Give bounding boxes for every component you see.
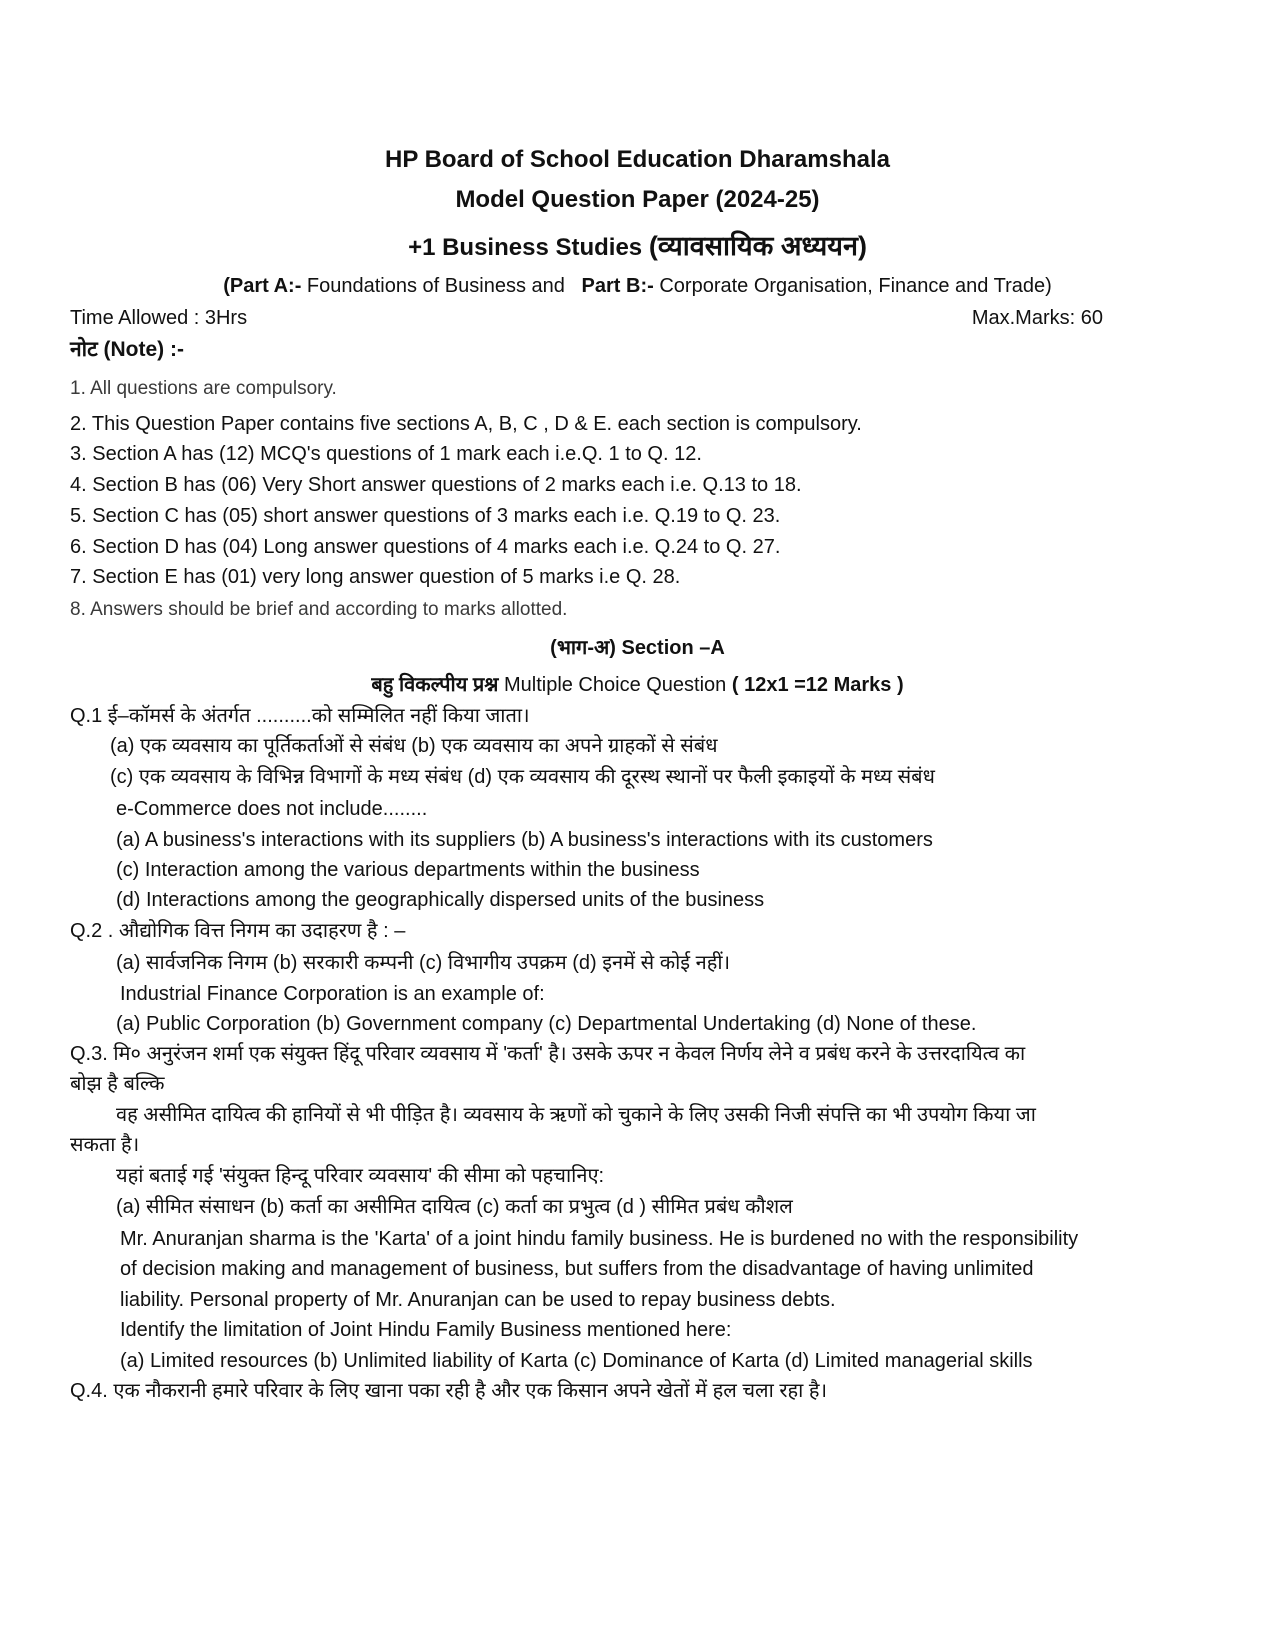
note-item: 6. Section D has (04) Long answer questions of 4 marks each i.e. Q.24 to Q. 27. xyxy=(70,536,781,558)
q3-hindi: यहां बताई गई 'संयुक्त हिन्दू परिवार व्यवसाय' की सीमा को पहचानिए: xyxy=(116,1165,605,1187)
q3-english: of decision making and management of business, but suffers from the disadvantage of having unlimited xyxy=(120,1258,1034,1280)
q3-hindi-options: (a) सीमित संसाधन (b) कर्ता का असीमित दायित्व (c) कर्ता का प्रभुत्व (d ) सीमित प्रबंध कौशल xyxy=(116,1196,793,1218)
q1-english-options: (d) Interactions among the geographically dispersed units of the business xyxy=(116,889,765,911)
q2-english-options: (a) Public Corporation (b) Government company (c) Departmental Undertaking (d) None of these. xyxy=(116,1013,977,1035)
q3-english-options: (a) Limited resources (b) Unlimited liability of Karta (c) Dominance of Karta (d) Limited managerial skills xyxy=(120,1350,1033,1372)
q3-hindi: बोझ है बल्कि xyxy=(70,1073,165,1095)
q3-hindi: Q.3. मि० अनुरंजन शर्मा एक संयुक्त हिंदू परिवार व्यवसाय में 'कर्ता' है। उसके ऊपर न केवल निर्णय लेने व प्रबंध करने के उत्तरदायित्व का xyxy=(70,1043,1026,1065)
board-title: HP Board of School Education Dharamshala xyxy=(385,146,890,173)
section-title: (भाग-अ) Section –A xyxy=(550,637,725,659)
q2-english: Industrial Finance Corporation is an example of: xyxy=(120,983,545,1005)
part-a-text: Foundations of Business and xyxy=(306,275,565,297)
q1-english-options: (c) Interaction among the various departments within the business xyxy=(116,859,700,881)
section-subtitle xyxy=(0,673,1275,697)
q4-hindi: Q.4. एक नौकरानी हमारे परिवार के लिए खाना पका रही है और एक किसान अपने खेतों में हल चला रहा है। xyxy=(70,1380,828,1402)
part-b-text: Corporate Organisation, Finance and Trade) xyxy=(659,275,1052,297)
note-title: नोट (Note) :- xyxy=(70,338,184,361)
q1-english-options: (a) A business's interactions with its suppliers (b) A business's interactions with its customers xyxy=(116,829,933,851)
paper-title: Model Question Paper (2024-25) xyxy=(455,186,820,213)
q2-hindi-options: (a) सार्वजनिक निगम (b) सरकारी कम्पनी (c) विभागीय उपक्रम (d) इनमें से कोई नहीं। xyxy=(116,952,731,974)
part-b-label: Part B:- xyxy=(581,275,654,297)
q3-english: liability. Personal property of Mr. Anuranjan can be used to repay business debts. xyxy=(120,1289,836,1311)
q1-hindi: Q.1 ई–कॉमर्स के अंतर्गत ..........को सम्मिलित नहीं किया जाता। xyxy=(70,705,530,727)
note-item: 8. Answers should be brief and according to marks allotted. xyxy=(70,599,568,620)
note-item: 2. This Question Paper contains five sections A, B, C , D & E. each section is compulsory. xyxy=(70,413,862,435)
note-item: 4. Section B has (06) Very Short answer questions of 2 marks each i.e. Q.13 to 18. xyxy=(70,474,802,496)
section-sub-hindi: बहु विकल्पीय प्रश्न xyxy=(371,674,499,696)
part-a-label: (Part A:- xyxy=(223,275,302,297)
time-allowed: Time Allowed : 3Hrs xyxy=(70,307,248,329)
note-item: 5. Section C has (05) short answer questions of 3 marks each i.e. Q.19 to Q. 23. xyxy=(70,505,781,527)
q3-english: Identify the limitation of Joint Hindu Family Business mentioned here: xyxy=(120,1319,732,1341)
q1-hindi-options: (a) एक व्यवसाय का पूर्तिकर्ताओं से संबंध (b) एक व्यवसाय का अपने ग्राहकों से संबंध xyxy=(110,735,718,757)
q2-hindi: Q.2 . औद्योगिक वित्त निगम का उदाहरण है : – xyxy=(70,920,406,942)
q3-hindi: सकता है। xyxy=(70,1134,140,1156)
q3-hindi: वह असीमित दायित्व की हानियों से भी पीड़ित है। व्यवसाय के ऋणों को चुकाने के लिए उसकी निजी संपत्ति का भी उपयोग किया जा xyxy=(116,1104,1036,1126)
q1-english: e-Commerce does not include........ xyxy=(116,798,428,820)
q1-hindi-options: (c) एक व्यवसाय के विभिन्न विभागों के मध्य संबंध (d) एक व्यवसाय की दूरस्थ स्थानों पर फैली इकाइयों के मध्य संबंध xyxy=(110,766,935,788)
max-marks: Max.Marks: 60 xyxy=(971,307,1103,329)
note-item: 7. Section E has (01) very long answer question of 5 marks i.e Q. 28. xyxy=(70,566,681,588)
section-sub-english: Multiple Choice Question xyxy=(498,674,732,696)
q3-english: Mr. Anuranjan sharma is the 'Karta' of a joint hindu family business. He is burdened no with the responsibility xyxy=(120,1228,1079,1250)
section-sub-marks: ( 12x1 =12 Marks ) xyxy=(731,674,904,696)
subject-english: +1 Business Studies xyxy=(408,234,643,261)
note-item: 1. All questions are compulsory. xyxy=(70,378,337,399)
subject-title xyxy=(0,226,1275,263)
parts-line xyxy=(0,274,1275,298)
note-item: 3. Section A has (12) MCQ's questions of 1 mark each i.e.Q. 1 to Q. 12. xyxy=(70,443,702,465)
subject-hindi: (व्यावसायिक अध्ययन) xyxy=(648,231,867,261)
